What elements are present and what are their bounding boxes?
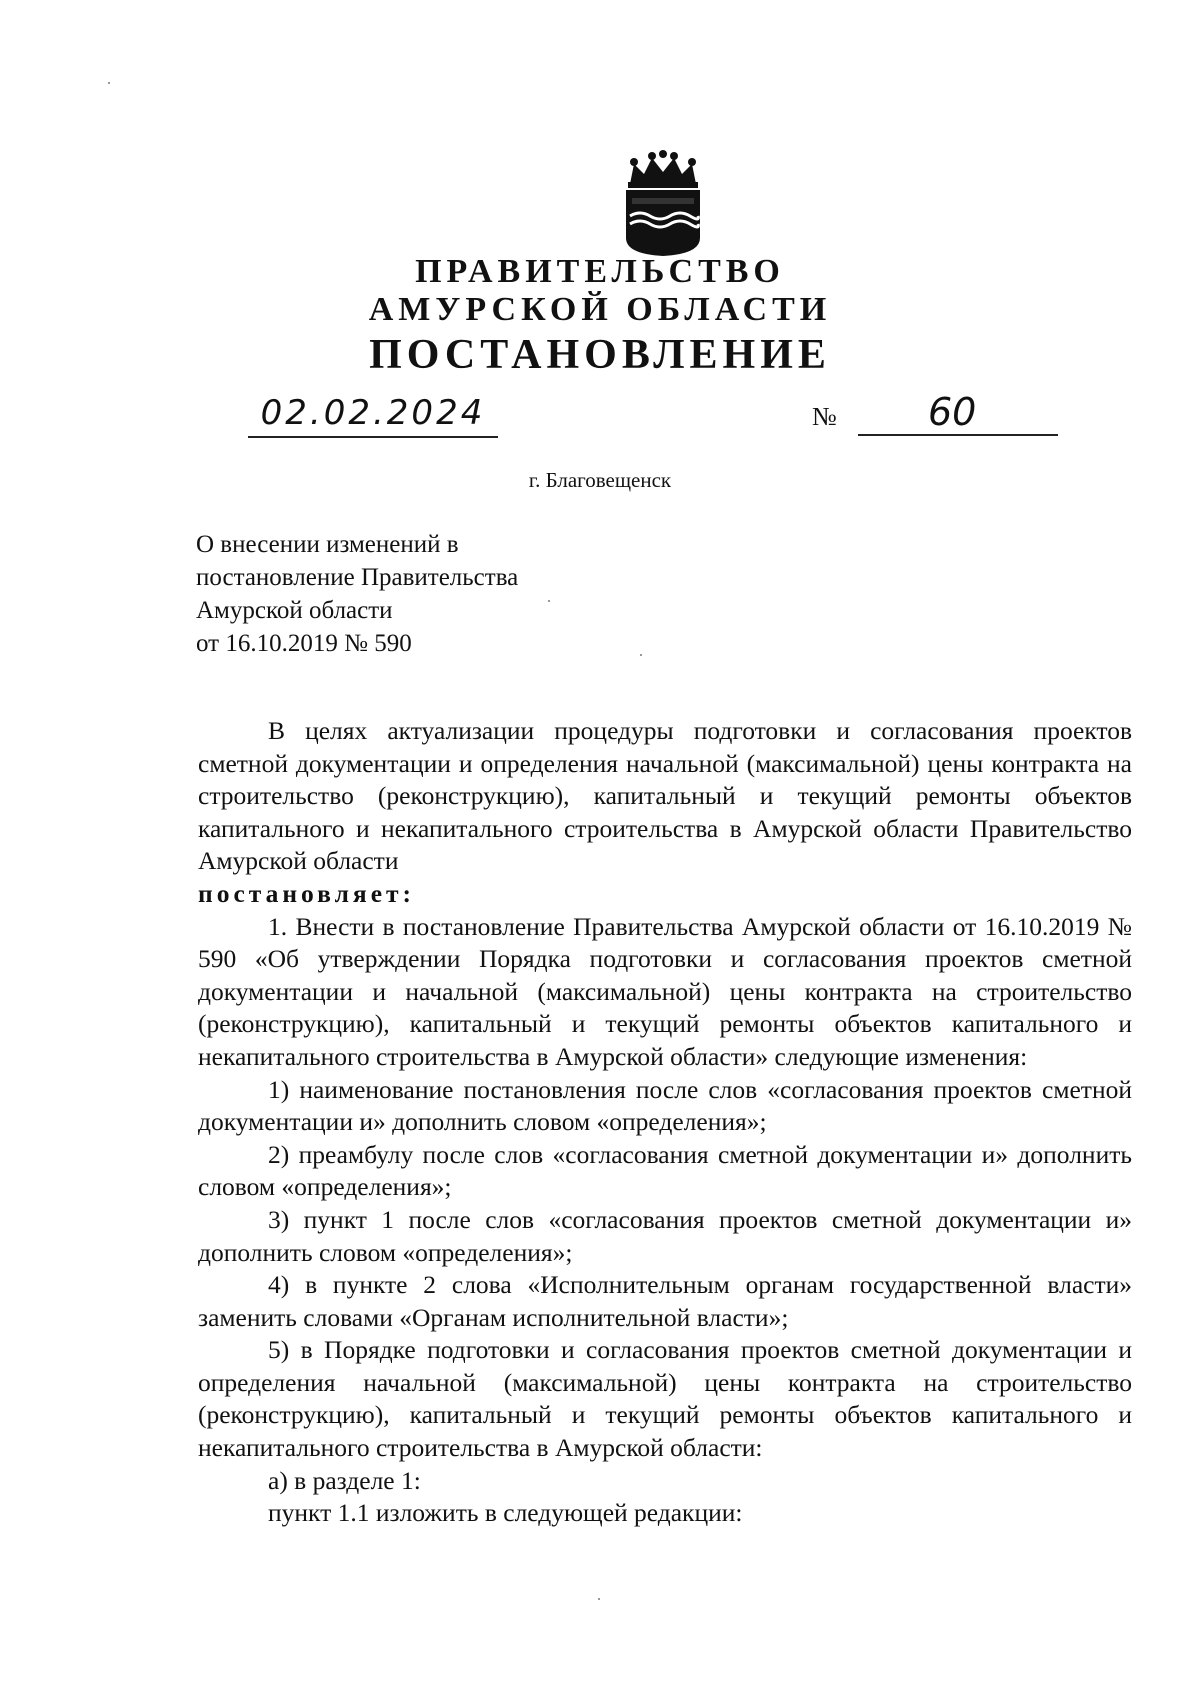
document-body bbox=[198, 715, 1132, 1530]
scan-speck bbox=[548, 600, 550, 602]
preamble-paragraph: В целях актуализации процедуры подготовки и согласования проектов сметной документации и определения начальной (максимальной) цены контракта на строительство (реконструкцию), капитальный и текущий ремонты объектов капитального и некапитального строительства в Амурской области Правительство Амурской области bbox=[198, 716, 1132, 876]
subject-line: Амурской области bbox=[196, 597, 393, 624]
number-sign: № bbox=[812, 402, 837, 431]
subject-line: постановление Правительства bbox=[196, 564, 519, 591]
subitem-3-paragraph: 3) пункт 1 после слов «согласования проектов сметной документации и» дополнить словом «определения»; bbox=[198, 1204, 1132, 1267]
subitem-5a-heading: а) в разделе 1: bbox=[268, 1465, 421, 1495]
scan-speck bbox=[598, 1598, 600, 1600]
subitem-4-paragraph: 4) в пункте 2 слова «Исполнительным органам государственной власти» заменить словами «Органам исполнительной власти»; bbox=[198, 1270, 1132, 1332]
organization-name-line2: АМУРСКОЙ ОБЛАСТИ bbox=[368, 291, 832, 328]
subject-line: от 16.10.2019 № 590 bbox=[196, 630, 412, 657]
subitem-5a-text: пункт 1.1 изложить в следующей редакции: bbox=[268, 1498, 743, 1528]
subitem-1-paragraph: 1) наименование постановления после слов «согласования проектов сметной документации и» дополнить словом «определения»; bbox=[198, 1074, 1132, 1137]
organization-name-line1: ПРАВИТЕЛЬСТВО bbox=[415, 253, 785, 290]
decree-word: постановляет: bbox=[198, 878, 416, 908]
item-1-paragraph: 1. Внести в постановление Правительства Амурской области от 16.10.2019 № 590 «Об утверждении Порядка подготовки и согласования проектов сметной документации и начальной (максимальной) цены контракта на строительство (реконструкцию), капитальный и текущий ремонты объектов капитального и некапитального строительства в Амурской области» следующие изменения: bbox=[198, 911, 1132, 1071]
scan-speck bbox=[108, 82, 110, 84]
scan-speck bbox=[640, 654, 642, 656]
handwritten-document-number: 60 bbox=[858, 390, 1058, 436]
document-type-title: ПОСТАНОВЛЕНИЕ bbox=[369, 332, 831, 378]
city-name: г. Благовещенск bbox=[528, 468, 672, 492]
subitem-2-paragraph: 2) преамбулу после слов «согласования сметной документации и» дополнить словом «определения»; bbox=[198, 1139, 1132, 1202]
document-subject bbox=[196, 528, 596, 660]
subject-line: О внесении изменений в bbox=[196, 531, 459, 558]
coat-of-arms-emblem bbox=[620, 150, 706, 258]
subitem-5-paragraph: 5) в Порядке подготовки и согласования проектов сметной документации и определения начальной (максимальной) цены контракта на строительство (реконструкцию), капитальный и текущий ремонты объектов капитального и некапитального строительства в Амурской области: bbox=[198, 1335, 1132, 1463]
handwritten-date: 02.02.2024 bbox=[248, 392, 498, 438]
